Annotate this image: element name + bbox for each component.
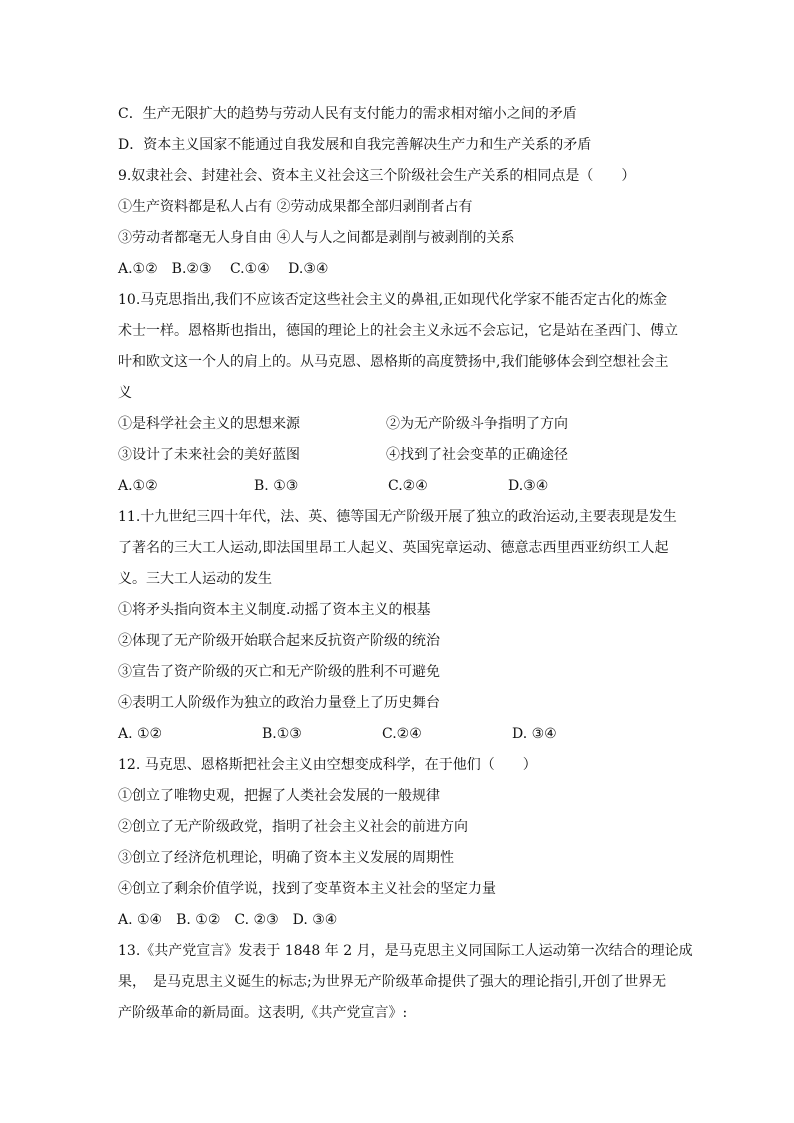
q10-options-row-2 — [118, 446, 568, 464]
q11-answer-a: A. ①② — [118, 726, 163, 742]
q10-option-2: ②为无产阶级斗争指明了方向 — [386, 416, 568, 432]
q12-option-3: ③创立了经济危机理论，明确了资本主义发展的周期性 — [118, 850, 454, 866]
q10-stem-line-4: 义 — [118, 385, 132, 401]
q11-answer-d: D. ③④ — [512, 726, 557, 742]
q10-options-row-1 — [118, 415, 568, 433]
q11-answer-b: B.①③ — [262, 726, 302, 742]
q10-answer-d: D.③④ — [508, 478, 549, 494]
q11-answers — [118, 725, 678, 743]
q10-answers — [118, 477, 678, 495]
q10-stem-line-2: 术士一样。恩格斯也指出，德国的理论上的社会主义永远不会忘记，它是站在圣西门、傅立 — [118, 323, 678, 339]
q12-answers: A. ①④ B. ①② C. ②③ D. ③④ — [118, 912, 338, 928]
q10-stem-line-1: 10.马克思指出,我们不应该否定这些社会主义的鼻祖,正如现代化学家不能否定古化的炼金 — [118, 292, 668, 308]
q13-stem-line-2: 果， 是马克思主义诞生的标志;为世界无产阶级革命提供了强大的理论指引,开创了世界无 — [118, 974, 667, 990]
q11-option-1: ①将矛头指向资本主义制度.动摇了资本主义的根基 — [118, 602, 431, 618]
q11-stem-line-2: 了著名的三大工人运动,即法国里昂工人起义、英国宪章运动、德意志西里西亚纺织工人起 — [118, 540, 669, 556]
q12-option-1: ①创立了唯物史观，把握了人类社会发展的一般规律 — [118, 788, 440, 804]
q13-stem-line-1: 13.《共产党宣言》发表于 1848 年 2 月，是马克思主义同国际工人运动第一次结合的理论成 — [118, 943, 693, 959]
q8-option-d: D．资本主义国家不能通过自我发展和自我完善解决生产力和生产关系的矛盾 — [118, 137, 592, 153]
q11-option-2: ②体现了无产阶级开始联合起来反抗资产阶级的统治 — [118, 633, 440, 649]
q10-answer-c: C.②④ — [388, 478, 428, 494]
q12-stem: 12. 马克思、恩格斯把社会主义由空想变成科学，在于他们（ ） — [118, 757, 537, 773]
q8-option-c: C．生产无限扩大的趋势与劳动人民有支付能力的需求相对缩小之间的矛盾 — [118, 106, 577, 122]
q11-stem-line-1: 11.十九世纪三四十年代，法、英、德等国无产阶级开展了独立的政治运动,主要表现是发生 — [118, 509, 677, 525]
q9-stem: 9.奴隶社会、封建社会、资本主义社会这三个阶级社会生产关系的相同点是（ ） — [118, 168, 636, 184]
q9-items-line-1: ①生产资料都是私人占有 ②劳动成果都全部归剥削者占有 — [118, 199, 473, 215]
q13-stem-line-3: 产阶级革命的新局面。这表明,《共产党宣言》: — [118, 1005, 408, 1021]
q11-answer-c: C.②④ — [382, 726, 422, 742]
q11-option-4: ④表明工人阶级作为独立的政治力量登上了历史舞台 — [118, 695, 440, 711]
q10-stem-line-3: 叶和欧文这一个人的肩上的。从马克恩、恩格斯的高度赞扬中,我们能够体会到空想社会主 — [118, 354, 669, 370]
q10-option-4: ④找到了社会变革的正确途径 — [386, 447, 568, 463]
q10-option-3: ③设计了未来社会的美好蓝图 — [118, 447, 300, 463]
q12-option-4: ④创立了剩余价值学说，找到了变革资本主义社会的坚定力量 — [118, 881, 496, 897]
q11-option-3: ③宣告了资产阶级的灭亡和无产阶级的胜利不可避免 — [118, 664, 440, 680]
q10-answer-a: A.①② — [118, 478, 158, 494]
q10-answer-b: B. ①③ — [254, 478, 299, 494]
q12-option-2: ②创立了无产阶级政党，指明了社会主义社会的前进方向 — [118, 819, 468, 835]
q11-stem-line-3: 义。三大工人运动的发生 — [118, 571, 272, 587]
q10-option-1: ①是科学社会主义的思想来源 — [118, 416, 300, 432]
q9-items-line-2: ③劳动者都毫无人身自由 ④人与人之间都是剥削与被剥削的关系 — [118, 230, 515, 246]
q9-answers: A.①② B.②③ C.①④ D.③④ — [118, 261, 329, 277]
